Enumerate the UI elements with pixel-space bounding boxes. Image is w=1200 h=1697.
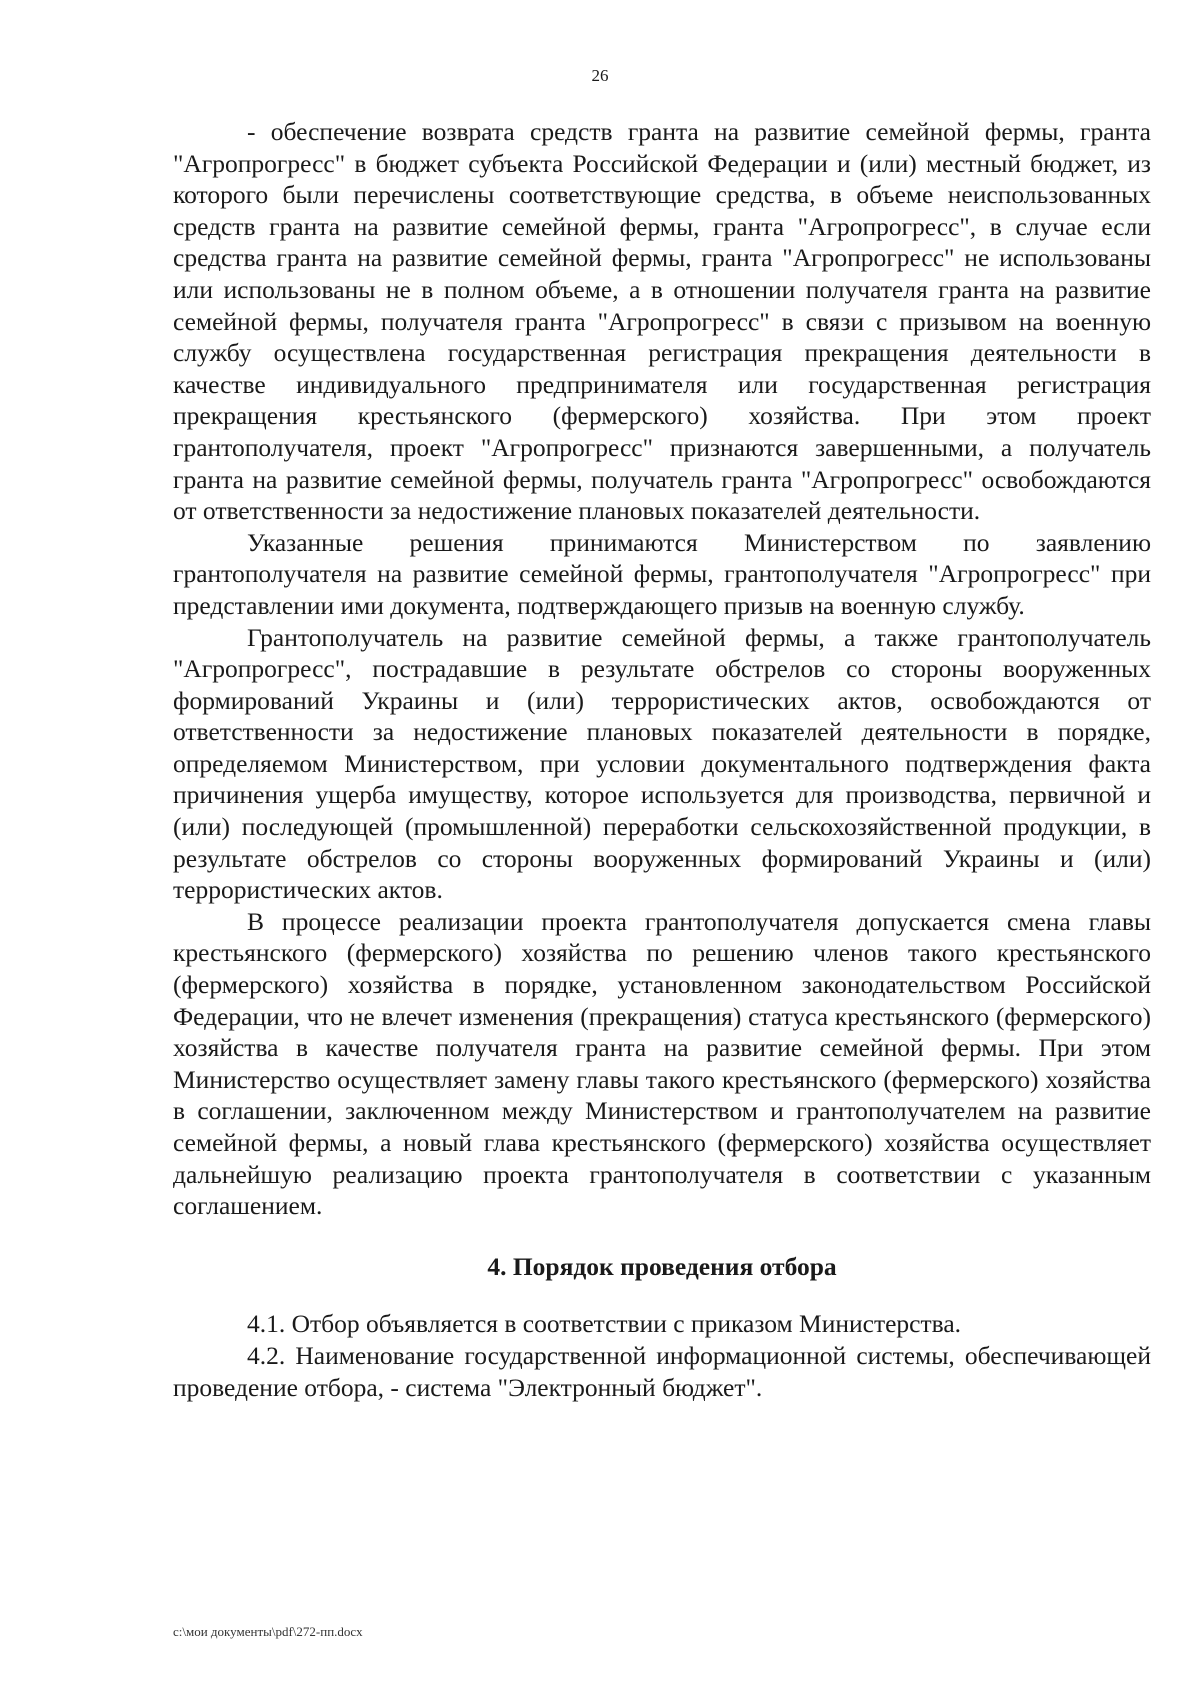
paragraph-4-2: 4.2. Наименование государственной информационной системы, обеспечивающей проведение отбора, - система "Электронный бюджет". — [173, 1340, 1151, 1402]
footer-file-path: c:\мои документы\pdf\272-пп.docx — [173, 1624, 363, 1639]
paragraph-shelling-victims: Грантополучатель на развитие семейной фермы, а также грантополучатель "Агропрогресс", пострадавшие в результате обстрелов со стороны вооруженных формирований Украины и (или) террористических актов, освобождаются от ответственности за недостижение плановых показателей деятельности в порядке, определяемом Министерством, при условии документального подтверждения факта причинения ущерба имуществу, которое используется для производства, первичной и (или) последующей (промышленной) переработки сельскохозяйственной продукции, в результате обстрелов со стороны вооруженных формирований Украины и (или) террористических актов. — [173, 622, 1151, 905]
paragraph-return-of-funds: - обеспечение возврата средств гранта на развитие семейной фермы, гранта "Агропрогресс" в бюджет субъекта Российской Федерации и (или) местный бюджет, из которого были перечислены соответствующие средства, в объеме неиспользованных средств гранта на развитие семейной фермы, гранта "Агропрогресс", в случае если средства гранта на развитие семейной фермы, гранта "Агропрогресс" не использованы или использованы не в полном объеме, а в отношении получателя гранта на развитие семейной фермы, получателя гранта "Агропрогресс" в связи с призывом на военную службу осуществлена государственная регистрация прекращения деятельности в качестве индивидуального предпринимателя или государственная регистрация прекращения крестьянского (фермерского) хозяйства. При этом проект грантополучателя, проект "Агропрогресс" признаются завершенными, а получатель гранта на развитие семейной фермы, получатель гранта "Агропрогресс" освобождаются от ответственности за недостижение плановых показателей деятельности. — [173, 117, 1151, 526]
page-number: 26 — [591, 66, 609, 85]
paragraph-4-1: 4.1. Отбор объявляется в соответствии с приказом Министерства. — [247, 1309, 962, 1339]
paragraph-head-change: В процессе реализации проекта грантополучателя допускается смена главы крестьянского (фермерского) хозяйства по решению членов такого крестьянского (фермерского) хозяйства в порядке, установленном законодательством Российской Федерации, что не влечет изменения (прекращения) статуса крестьянского (фермерского) хозяйства в качестве получателя гранта на развитие семейной фермы. При этом Министерство осуществляет замену главы такого крестьянского (фермерского) хозяйства в соглашении, заключенном между Министерством и грантополучателем на развитие семейной фермы, а новый глава крестьянского (фермерского) хозяйства осуществляет дальнейшую реализацию проекта грантополучателя в соответствии с указанным соглашением. — [173, 906, 1151, 1221]
paragraph-decisions: Указанные решения принимаются Министерством по заявлению грантополучателя на развитие семейной фермы, грантополучателя "Агропрогресс" при представлении ими документа, подтверждающего призыв на военную службу. — [173, 527, 1151, 620]
document-body — [173, 116, 1151, 1403]
section-heading: 4. Порядок проведения отбора — [487, 1251, 837, 1281]
